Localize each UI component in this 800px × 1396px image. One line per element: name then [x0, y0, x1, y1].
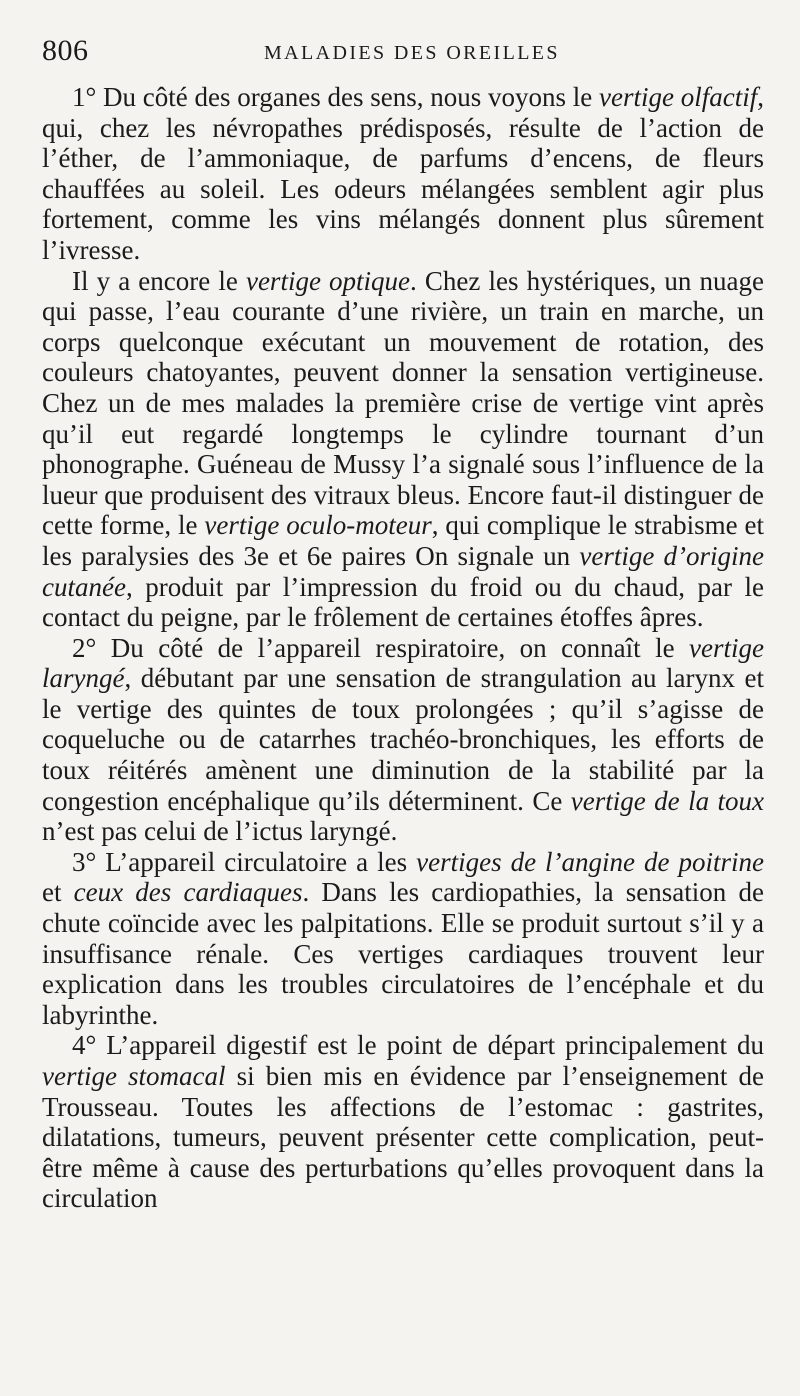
text-run: et	[42, 877, 74, 908]
paragraph	[42, 1030, 764, 1214]
text-run: Il y a encore le	[72, 265, 246, 296]
paragraph	[42, 266, 764, 633]
text-run: , qui complique le strabisme et les paralysies des 3e et 6e paires On signale un	[42, 510, 764, 571]
text-run: , produit par l’impression du froid ou du chaud, par le contact du peigne, par le frôlement de certaines étoffes âpres.	[42, 571, 764, 633]
italic-term: vertige de la toux	[570, 785, 764, 816]
text-run: n’est pas celui de l’ictus laryngé.	[42, 816, 398, 847]
italic-term: vertiges de l’angine de poitrine	[416, 846, 764, 877]
italic-term: vertige olfactif	[599, 82, 758, 112]
body-text	[42, 82, 764, 1214]
italic-term: vertige stomacal	[42, 1061, 226, 1091]
text-run: . Chez les hystériques, un nuage qui passe, l’eau courante d’une rivière, un train en marche, un corps quelconque exécutant un mouvement de rotation, des couleurs chatoyantes, peuvent donner la sensation vertigineuse. Chez un de mes malades la première crise de vertige vint après qu’il eut regardé longtemps le cylindre tournant d’un phonographe. Guéneau de Mussy l’a signalé sous l’influence de la lueur que produisent des vitraux bleus. Encore faut-il distinguer de cette forme, le	[42, 265, 764, 541]
text-run: 3° L’appareil circulatoire a les	[72, 846, 417, 877]
text-run: 1° Du côté des organes des sens, nous voyons le	[72, 82, 600, 112]
text-run: , débutant par une sensation de strangulation au larynx et le vertige des quintes de toux prolongées ; qu’il s’agisse de coqueluche ou de catarrhes trachéo-bronchiques, les efforts de toux réitérés amènent une diminution de la stabilité par la congestion encéphalique qu’ils déterminent. Ce	[42, 663, 764, 816]
italic-term: ceux des cardiaques	[73, 877, 303, 908]
text-run: . Dans les cardiopathies, la sensation de chute coïncide avec les palpitations. Elle se produit surtout s’il y a insuffisance rénale. Ces vertiges cardiaques trouvent leur explication dans les troubles circulatoires de l’encéphale et du labyrinthe.	[42, 877, 764, 1030]
page-number: 806	[42, 34, 89, 67]
running-head: MALADIES DES OREILLES	[264, 42, 560, 64]
italic-term: vertige d’origine cutanée	[42, 540, 765, 602]
paragraph	[42, 82, 764, 266]
text-run: 4° L’appareil digestif est le point de départ principalement du	[72, 1030, 764, 1061]
italic-term: vertige oculo-moteur	[204, 510, 432, 541]
text-run: 2° Du côté de l’appareil respiratoire, on connaît le	[72, 632, 690, 663]
text-run: , qui, chez les névropathes prédisposés, résulte de l’action de l’éther, de l’ammoniaque, de parfums d’encens, de fleurs chauffées au soleil. Les odeurs mélangées semblent agir plus fortement, comme les vins mélangés donnent plus sûrement l’ivresse.	[42, 82, 765, 265]
italic-term: vertige optique	[245, 265, 411, 296]
paragraph	[42, 847, 764, 1031]
page-header	[42, 22, 764, 82]
italic-term: vertige laryngé	[42, 632, 764, 694]
paragraph	[42, 633, 764, 847]
text-run: si bien mis en évidence par l’enseignement de Trousseau. Toutes les affections de l’estomac : gastrites, dilatations, tumeurs, peuvent présenter cette complication, peut-être même à cause des perturbations qu’elles provoquent dans la circulation	[42, 1061, 764, 1214]
